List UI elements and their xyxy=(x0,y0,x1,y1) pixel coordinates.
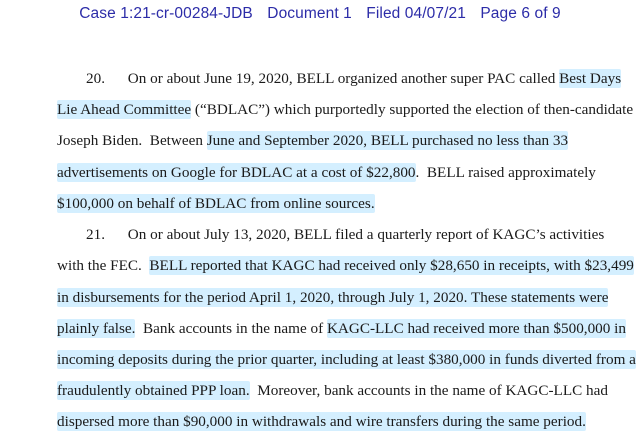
case-number: Case 1:21-cr-00284-JDB xyxy=(79,5,253,22)
text-line: Lie Ahead Committee (“BDLAC”) which purportedly supported the election of then-candidate xyxy=(57,101,634,118)
text-line: Joseph Biden. Between June and September 2020, BELL purchased no less than 33 xyxy=(57,132,569,149)
text-line xyxy=(57,288,608,308)
highlight: advertisements on Google for BDLAC at a cost of $22,800 xyxy=(57,164,416,181)
highlight: $100,000 on behalf of BDLAC from online sources. xyxy=(57,195,375,212)
highlight: incoming deposits during the prior quarter, including at least $380,000 in funds diverted from a xyxy=(57,351,636,368)
text-line: fraudulently obtained PPP loan. Moreover, bank accounts in the name of KAGC-LLC had xyxy=(57,382,608,399)
filed-date: Filed 04/07/21 xyxy=(366,5,466,22)
highlight: plainly false. xyxy=(57,320,136,337)
text-line: plainly false. Bank accounts in the name of KAGC-LLC had received more than $500,000 in xyxy=(57,320,626,337)
text-line xyxy=(57,350,636,370)
text-line: advertisements on Google for BDLAC at a cost of $22,800. BELL raised approximately xyxy=(57,164,596,181)
text-line: 21. On or about July 13, 2020, BELL filed a quarterly report of KAGC’s activities xyxy=(86,226,605,243)
highlight: in disbursements for the period April 1, 2020, through July 1, 2020. These statements were xyxy=(57,289,609,306)
highlight: KAGC-LLC had received more than $500,000 in xyxy=(326,320,626,337)
highlight: BELL reported that KAGC had received only $28,650 in receipts, with $23,499 xyxy=(149,257,634,274)
text-line xyxy=(57,412,586,432)
highlight: dispersed more than $90,000 in withdrawals and wire transfers during the same period. xyxy=(57,413,586,430)
text-line: with the FEC. BELL reported that KAGC had received only $28,650 in receipts, with $23,499 xyxy=(57,257,634,274)
highlight: June and September 2020, BELL purchased no less than 33 xyxy=(206,132,569,149)
case-header xyxy=(0,5,640,23)
highlight: Best Days xyxy=(559,70,622,87)
text-line xyxy=(57,194,375,214)
text-line: 20. On or about June 19, 2020, BELL organized another super PAC called Best Days xyxy=(86,70,622,87)
highlight: Lie Ahead Committee xyxy=(57,101,192,118)
highlight: fraudulently obtained PPP loan. xyxy=(57,382,250,399)
page-number: Page 6 of 9 xyxy=(480,5,561,22)
document-number: Document 1 xyxy=(267,5,352,22)
